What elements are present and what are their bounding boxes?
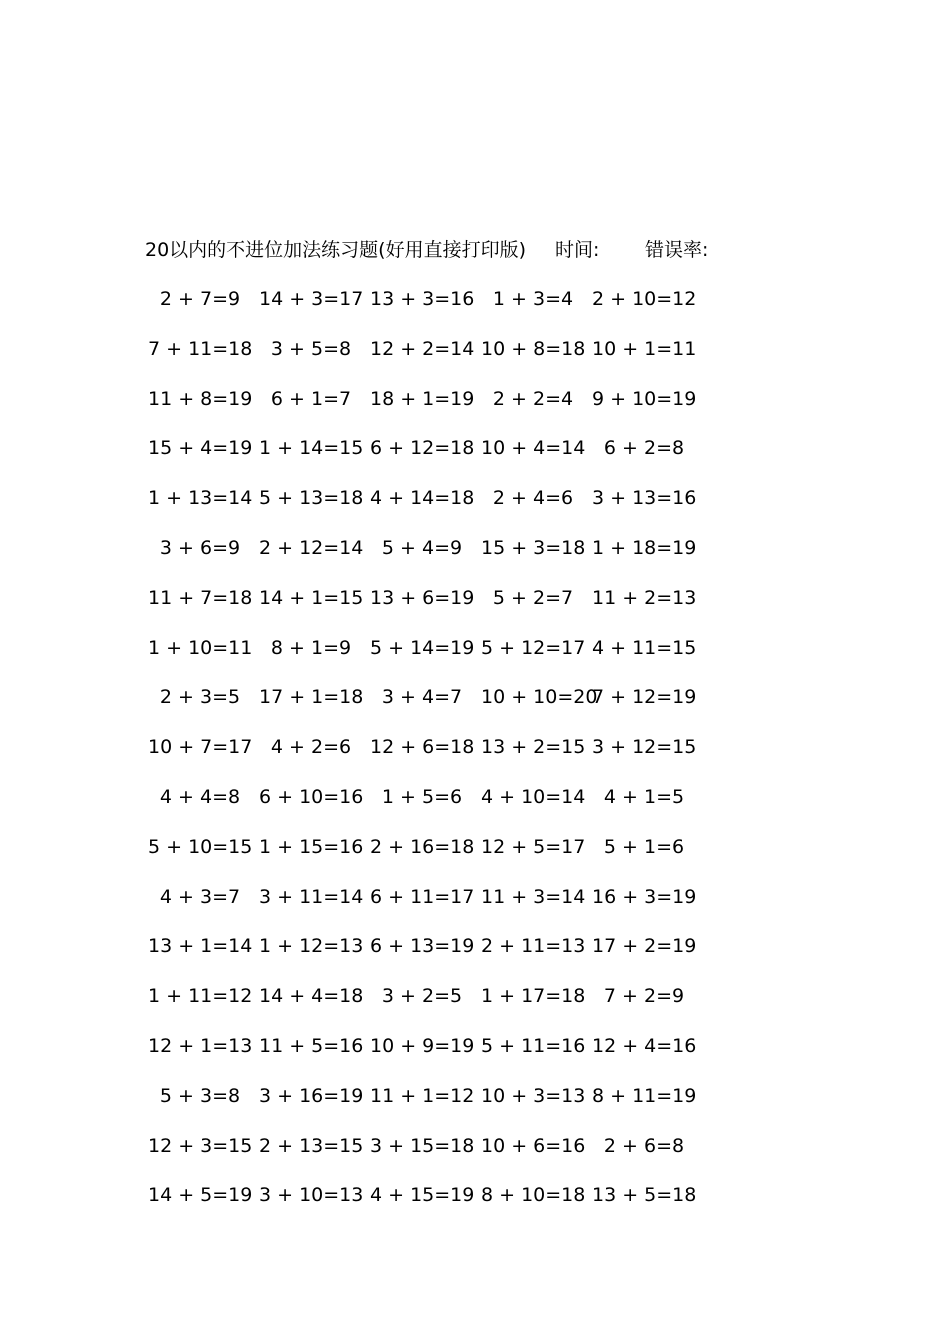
equation-row — [148, 584, 708, 634]
equation-row — [148, 484, 708, 534]
equation-item: 3 + 15=18 — [370, 1134, 475, 1157]
equation-item: 3 + 6=9 — [159, 536, 241, 559]
equation-item: 12 + 1=13 — [148, 1034, 253, 1057]
equation-item: 10 + 4=14 — [481, 437, 586, 460]
equation-item: 11 + 8=19 — [148, 387, 253, 410]
equation-item: 6 + 10=16 — [259, 785, 364, 808]
equation-item: 4 + 10=14 — [481, 785, 586, 808]
equation-item: 3 + 12=15 — [592, 736, 697, 759]
equation-item: 18 + 1=19 — [370, 387, 475, 410]
equation-item: 10 + 1=11 — [592, 337, 697, 360]
equation-row — [148, 683, 708, 733]
equation-item: 1 + 11=12 — [148, 985, 253, 1008]
equation-item: 2 + 6=8 — [603, 1134, 685, 1157]
equation-item: 10 + 6=16 — [481, 1134, 586, 1157]
equation-item: 12 + 3=15 — [148, 1134, 253, 1157]
equation-item: 3 + 10=13 — [259, 1184, 364, 1207]
equation-item: 14 + 1=15 — [259, 586, 364, 609]
equation-item: 9 + 10=19 — [592, 387, 697, 410]
equation-item: 10 + 9=19 — [370, 1034, 475, 1057]
equation-row — [148, 833, 708, 883]
equation-item: 1 + 17=18 — [481, 985, 586, 1008]
equation-item: 5 + 14=19 — [370, 636, 475, 659]
equation-item: 4 + 15=19 — [370, 1184, 475, 1207]
equation-item: 12 + 6=18 — [370, 736, 475, 759]
equation-item: 2 + 11=13 — [481, 935, 586, 958]
equation-item: 4 + 4=8 — [159, 785, 241, 808]
equation-item: 8 + 10=18 — [481, 1184, 586, 1207]
equation-item: 5 + 2=7 — [492, 586, 574, 609]
equation-item: 10 + 3=13 — [481, 1084, 586, 1107]
equation-item: 4 + 2=6 — [270, 736, 352, 759]
equation-item: 1 + 18=19 — [592, 536, 697, 559]
equation-item: 11 + 7=18 — [148, 586, 253, 609]
equation-item: 11 + 2=13 — [592, 586, 697, 609]
equation-item: 1 + 13=14 — [148, 487, 253, 510]
equation-row — [148, 434, 708, 484]
equation-item: 13 + 1=14 — [148, 935, 253, 958]
equation-item: 1 + 15=16 — [259, 835, 364, 858]
equation-item: 15 + 4=19 — [148, 437, 253, 460]
equation-row — [148, 932, 708, 982]
equation-item: 13 + 3=16 — [370, 288, 475, 310]
equation-item: 17 + 1=18 — [259, 686, 364, 709]
equation-item: 4 + 1=5 — [603, 785, 685, 808]
equation-item: 10 + 7=17 — [148, 736, 253, 759]
equation-item: 5 + 10=15 — [148, 835, 253, 858]
error-rate-label: 错误率: — [645, 239, 709, 261]
equation-item: 12 + 5=17 — [481, 835, 586, 858]
equation-item: 11 + 1=12 — [370, 1084, 475, 1107]
equation-item: 14 + 4=18 — [259, 985, 364, 1008]
equation-item: 11 + 5=16 — [259, 1034, 364, 1057]
equation-item: 6 + 2=8 — [603, 437, 685, 460]
equation-grid — [148, 285, 708, 1231]
equation-row — [148, 1132, 708, 1182]
equation-item: 6 + 1=7 — [270, 387, 352, 410]
equation-item: 14 + 5=19 — [148, 1184, 253, 1207]
equation-item: 6 + 12=18 — [370, 437, 475, 460]
equation-item: 3 + 13=16 — [592, 487, 697, 510]
equation-item: 5 + 13=18 — [259, 487, 364, 510]
equation-item: 2 + 13=15 — [259, 1134, 364, 1157]
equation-item: 14 + 3=17 — [259, 288, 364, 310]
equation-item: 2 + 3=5 — [159, 686, 241, 709]
equation-item: 3 + 16=19 — [259, 1084, 364, 1107]
equation-item: 10 + 8=18 — [481, 337, 586, 360]
equation-item: 15 + 3=18 — [481, 536, 586, 559]
equation-item: 2 + 10=12 — [592, 288, 697, 310]
equation-item: 12 + 4=16 — [592, 1034, 697, 1057]
equation-item: 8 + 11=19 — [592, 1084, 697, 1107]
equation-item: 4 + 11=15 — [592, 636, 697, 659]
equation-item: 17 + 2=19 — [592, 935, 697, 958]
equation-item: 6 + 11=17 — [370, 885, 475, 908]
equation-item: 5 + 1=6 — [603, 835, 685, 858]
equation-item: 4 + 14=18 — [370, 487, 475, 510]
equation-row — [148, 385, 708, 435]
equation-item: 3 + 11=14 — [259, 885, 364, 908]
equation-item: 7 + 12=19 — [592, 686, 697, 709]
equation-row — [148, 1181, 708, 1231]
equation-item: 1 + 3=4 — [492, 288, 574, 310]
equation-item: 5 + 12=17 — [481, 636, 586, 659]
equation-item: 2 + 7=9 — [159, 288, 241, 310]
equation-row — [148, 982, 708, 1032]
equation-item: 1 + 12=13 — [259, 935, 364, 958]
equation-item: 2 + 12=14 — [259, 536, 364, 559]
equation-item: 5 + 4=9 — [381, 536, 463, 559]
equation-item: 4 + 3=7 — [159, 885, 241, 908]
equation-item: 2 + 4=6 — [492, 487, 574, 510]
equation-item: 2 + 2=4 — [492, 387, 574, 410]
equation-item: 13 + 2=15 — [481, 736, 586, 759]
equation-item: 3 + 4=7 — [381, 686, 463, 709]
worksheet-header — [145, 236, 845, 264]
equation-item: 1 + 14=15 — [259, 437, 364, 460]
equation-row — [148, 783, 708, 833]
equation-item: 11 + 3=14 — [481, 885, 586, 908]
equation-item: 16 + 3=19 — [592, 885, 697, 908]
equation-row — [148, 285, 708, 335]
equation-item: 7 + 2=9 — [603, 985, 685, 1008]
equation-item: 1 + 10=11 — [148, 636, 253, 659]
time-label: 时间: — [555, 239, 600, 261]
worksheet-title: 20以内的不进位加法练习题(好用直接打印版) — [145, 239, 527, 261]
equation-item: 13 + 5=18 — [592, 1184, 697, 1207]
equation-row — [148, 335, 708, 385]
equation-row — [148, 634, 708, 684]
equation-item: 1 + 5=6 — [381, 785, 463, 808]
equation-row — [148, 1082, 708, 1132]
equation-item: 2 + 16=18 — [370, 835, 475, 858]
equation-item: 3 + 5=8 — [270, 337, 352, 360]
equation-item: 5 + 11=16 — [481, 1034, 586, 1057]
equation-row — [148, 1032, 708, 1082]
equation-row — [148, 534, 708, 584]
equation-item: 5 + 3=8 — [159, 1084, 241, 1107]
equation-item: 3 + 2=5 — [381, 985, 463, 1008]
equation-item: 7 + 11=18 — [148, 337, 253, 360]
equation-item: 10 + 10=20 — [481, 686, 598, 709]
equation-item: 13 + 6=19 — [370, 586, 475, 609]
equation-row — [148, 883, 708, 933]
equation-item: 6 + 13=19 — [370, 935, 475, 958]
equation-item: 8 + 1=9 — [270, 636, 352, 659]
equation-item: 12 + 2=14 — [370, 337, 475, 360]
equation-row — [148, 733, 708, 783]
